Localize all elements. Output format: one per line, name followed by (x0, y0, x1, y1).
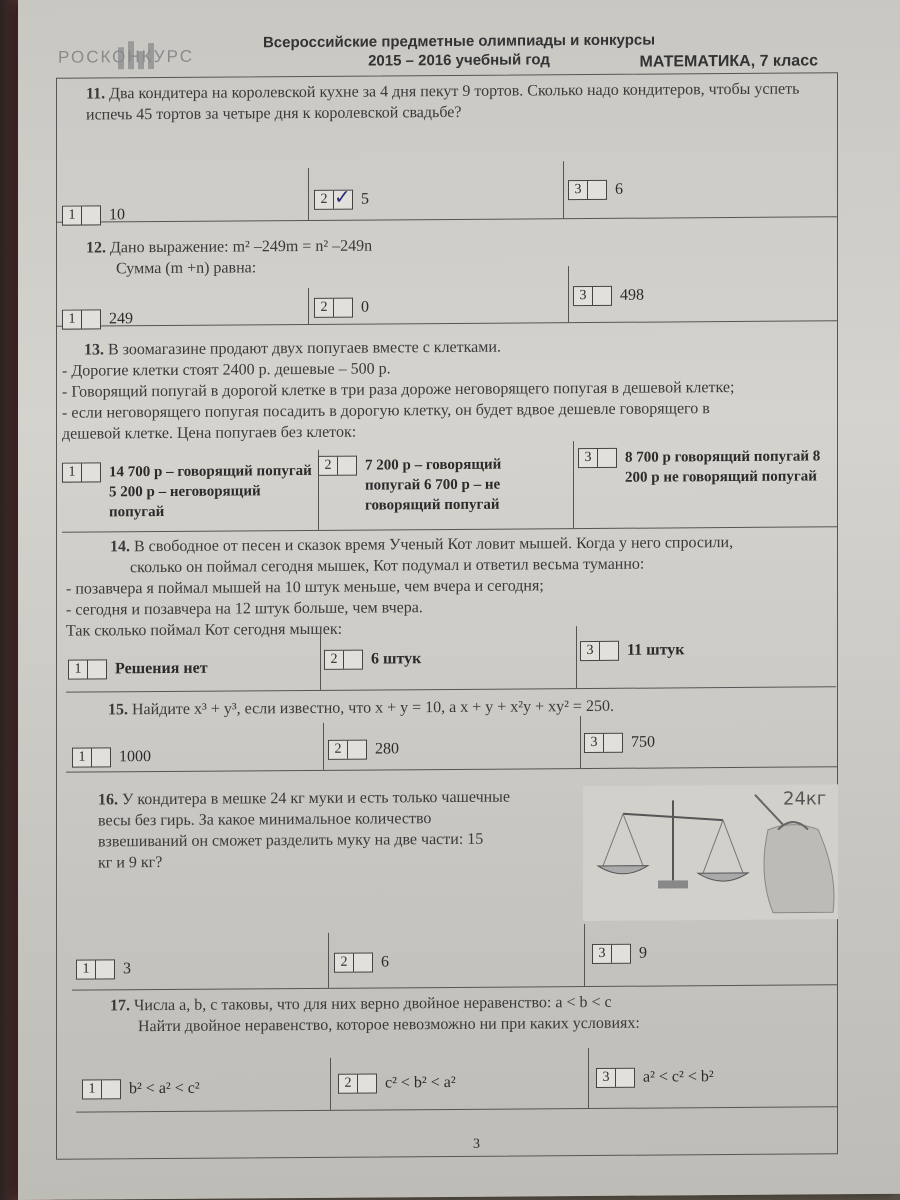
option-16-2[interactable] (334, 952, 389, 972)
answer-checkbox[interactable] (62, 205, 101, 225)
option-text: 0 (361, 298, 369, 316)
answer-checkbox[interactable] (62, 309, 101, 329)
option-number: 1 (83, 1080, 102, 1098)
option-12-2[interactable] (314, 298, 369, 318)
question-text: Найти двойное неравенство, которое невозможно ни при каких условиях: (138, 1014, 640, 1036)
question-text: Числа a, b, c таковы, что для них верно двойное неравенство: a < b < c (134, 993, 612, 1015)
option-17-2[interactable] (338, 1073, 456, 1094)
option-number: 3 (569, 181, 588, 199)
option-number: 3 (597, 1069, 616, 1087)
checkmark-icon: ✓ (334, 186, 351, 209)
option-text: 7 200 р – говорящий попугай 6 700 р – не говорящий попугай (365, 456, 502, 514)
subject-title: МАТЕМАТИКА, 7 класс (639, 52, 818, 71)
option-11-2[interactable] (314, 186, 369, 210)
option-text: 5 (361, 190, 369, 208)
question-number: 13. (84, 341, 104, 359)
option-text: 3 (123, 960, 131, 978)
question-subtext: Сумма (m +n) равна: (116, 259, 257, 278)
option-15-3[interactable] (584, 733, 655, 753)
question-text: Так сколько поймал Кот сегодня мышек: (66, 620, 343, 640)
option-17-1[interactable] (82, 1079, 200, 1100)
option-text: 249 (109, 310, 133, 328)
answer-checkbox[interactable] (568, 180, 607, 200)
question-16 (98, 786, 588, 873)
option-divider (576, 626, 577, 688)
question-text: Дано выражение: m² –249m = n² –249n (110, 237, 373, 257)
option-number: 1 (63, 311, 82, 329)
option-14-2[interactable] (324, 649, 421, 670)
bag-label: 24кг (783, 788, 827, 810)
question-11 (86, 78, 826, 125)
olympiad-page (18, 0, 900, 1200)
option-text: 11 штук (627, 641, 685, 659)
question-17 (110, 990, 830, 1037)
option-16-1[interactable] (76, 959, 131, 979)
answer-checkbox[interactable] (584, 733, 623, 753)
answer-checkbox[interactable] (592, 944, 631, 964)
question-number: 14. (110, 538, 130, 556)
option-divider (323, 723, 324, 770)
question-text: В зоомагазине продают двух попугаев вместе с клетками. (108, 338, 501, 359)
option-divider (568, 266, 569, 322)
option-number: 3 (574, 287, 593, 305)
option-number: 3 (581, 642, 600, 660)
option-14-3[interactable] (580, 640, 685, 661)
header-line-2: 2015 – 2016 учебный год (368, 51, 550, 70)
option-13-2[interactable] (318, 454, 558, 516)
option-number: 1 (77, 960, 96, 978)
option-number: 1 (69, 661, 88, 679)
answer-checkbox[interactable] (324, 650, 363, 670)
option-number: 3 (579, 449, 598, 467)
option-15-1[interactable] (72, 747, 151, 768)
answer-checkbox[interactable] (314, 298, 353, 318)
option-13-1[interactable] (62, 461, 312, 523)
option-text: 6 (381, 953, 389, 971)
page-number: 3 (473, 1136, 480, 1152)
option-number: 3 (585, 734, 604, 752)
option-text: 6 (615, 180, 623, 198)
option-number: 2 (325, 651, 344, 669)
question-number: 12. (86, 239, 106, 257)
option-17-3[interactable] (596, 1067, 714, 1088)
option-text: 10 (109, 206, 125, 224)
option-divider (308, 288, 309, 324)
option-16-3[interactable] (592, 944, 647, 964)
answer-checkbox[interactable] (338, 1073, 377, 1093)
question-text: - позавчера я поймал мышей на 10 штук меньше, чем вчера и сегодня; (66, 577, 544, 598)
option-text: 1000 (119, 748, 151, 766)
scales-and-flour-bag-illustration (583, 784, 838, 921)
option-12-3[interactable] (573, 286, 644, 306)
answer-checkbox[interactable] (314, 186, 353, 210)
option-divider (584, 924, 585, 986)
answer-checkbox[interactable] (72, 747, 111, 767)
option-number: 1 (63, 464, 82, 482)
option-13-3[interactable] (578, 446, 836, 488)
question-text: Найдите x³ + y³, если известно, что x + y = 10, а x + y + x²y + xy² = 250. (132, 697, 614, 719)
question-12 (86, 232, 826, 279)
question-14 (66, 531, 846, 641)
option-divider (588, 1048, 589, 1108)
option-text: 14 700 р – говорящий попугай 5 200 р – неговорящий попугай (109, 462, 312, 521)
option-text: 6 штук (371, 650, 422, 668)
option-text: 9 (639, 944, 647, 962)
option-14-1[interactable] (68, 659, 208, 680)
option-text: a² < c² < b² (643, 1068, 714, 1086)
answer-checkbox[interactable] (328, 740, 367, 760)
option-text: c² < b² < a² (385, 1073, 456, 1092)
option-15-2[interactable] (328, 739, 399, 759)
option-text: 498 (620, 286, 644, 304)
question-text: взвешиваний он сможет разделить муку на две части: 15 (98, 830, 484, 851)
option-divider (573, 441, 574, 528)
option-number: 2 (319, 457, 338, 475)
option-11-1[interactable] (62, 205, 125, 225)
question-text: В свободное от песен и сказок время Ученый Кот ловит мышей. Когда у него спросили, (134, 534, 734, 556)
option-divider (320, 634, 321, 690)
question-text: сколько он поймал сегодня мышек, Кот подумал и ответил весьма туманно: (130, 555, 645, 577)
question-number: 15. (108, 701, 128, 719)
answer-checkbox[interactable] (580, 641, 619, 661)
option-number: 2 (339, 1075, 358, 1093)
option-number: 3 (593, 945, 612, 963)
answer-checkbox[interactable] (318, 456, 357, 476)
question-number: 17. (110, 997, 130, 1015)
option-text: 280 (375, 740, 399, 758)
option-number: 1 (63, 207, 82, 225)
answer-checkbox[interactable] (573, 286, 612, 306)
option-divider (330, 1058, 331, 1110)
header-line-1: Всероссийские предметные олимпиады и конкурсы (262, 31, 656, 52)
question-text: - сегодня и позавчера на 12 штук больше, чем вчера. (66, 599, 423, 619)
option-text: b² < a² < c² (129, 1079, 200, 1098)
option-number: 2 (329, 741, 348, 759)
answer-checkbox[interactable] (68, 659, 107, 679)
option-number: 2 (335, 954, 354, 972)
logo-text: РОСКОНКУРС (58, 46, 194, 67)
question-number: 16. (98, 791, 118, 809)
option-number: 2 (315, 299, 334, 317)
option-number: 1 (73, 748, 92, 766)
question-text: - если неговорящего попугая посадить в дорогую клетку, он будет вдвое дешевле говорящего в (62, 400, 710, 422)
option-text: 750 (631, 733, 655, 751)
answer-checkbox[interactable] (62, 462, 101, 482)
option-number: 2 (315, 191, 334, 209)
question-text: - Дорогие клетки стоят 2400 р. дешевые – 500 р. (62, 360, 391, 380)
question-text: - Говорящий попугай в дорогой клетке в три раза дороже неговорящего попугая в дешевой клетке; (62, 378, 735, 401)
option-divider (308, 168, 309, 220)
question-text: весы без гирь. За какое минимальное количество (98, 810, 432, 830)
option-divider (580, 716, 581, 768)
option-text: 8 700 р говорящий попугай 8 200 р не говорящий попугай (625, 448, 821, 486)
option-divider (563, 161, 564, 218)
answer-checkbox[interactable] (76, 959, 115, 979)
option-11-3[interactable] (568, 180, 623, 200)
answer-checkbox[interactable] (334, 953, 373, 973)
question-13 (62, 334, 842, 444)
answer-checkbox[interactable] (578, 448, 617, 468)
option-text: Решения нет (115, 659, 208, 678)
question-text: кг и 9 кг? (98, 853, 163, 872)
question-text: У кондитера в мешке 24 кг муки и есть только чашечные (122, 788, 511, 809)
question-text: Два кондитера на королевской кухне за 4 дня пекут 9 тортов. Сколько надо кондитеров, чтобы успеть испечь 45 тортов за четыре дня к королевской свадьбе? (86, 80, 800, 124)
option-divider (328, 933, 329, 988)
question-number: 11. (86, 85, 106, 103)
answer-checkbox[interactable] (596, 1068, 635, 1088)
option-12-1[interactable] (62, 309, 133, 329)
answer-checkbox[interactable] (82, 1079, 121, 1099)
question-text: дешевой клетке. Цена попугаев без клеток: (62, 423, 357, 443)
